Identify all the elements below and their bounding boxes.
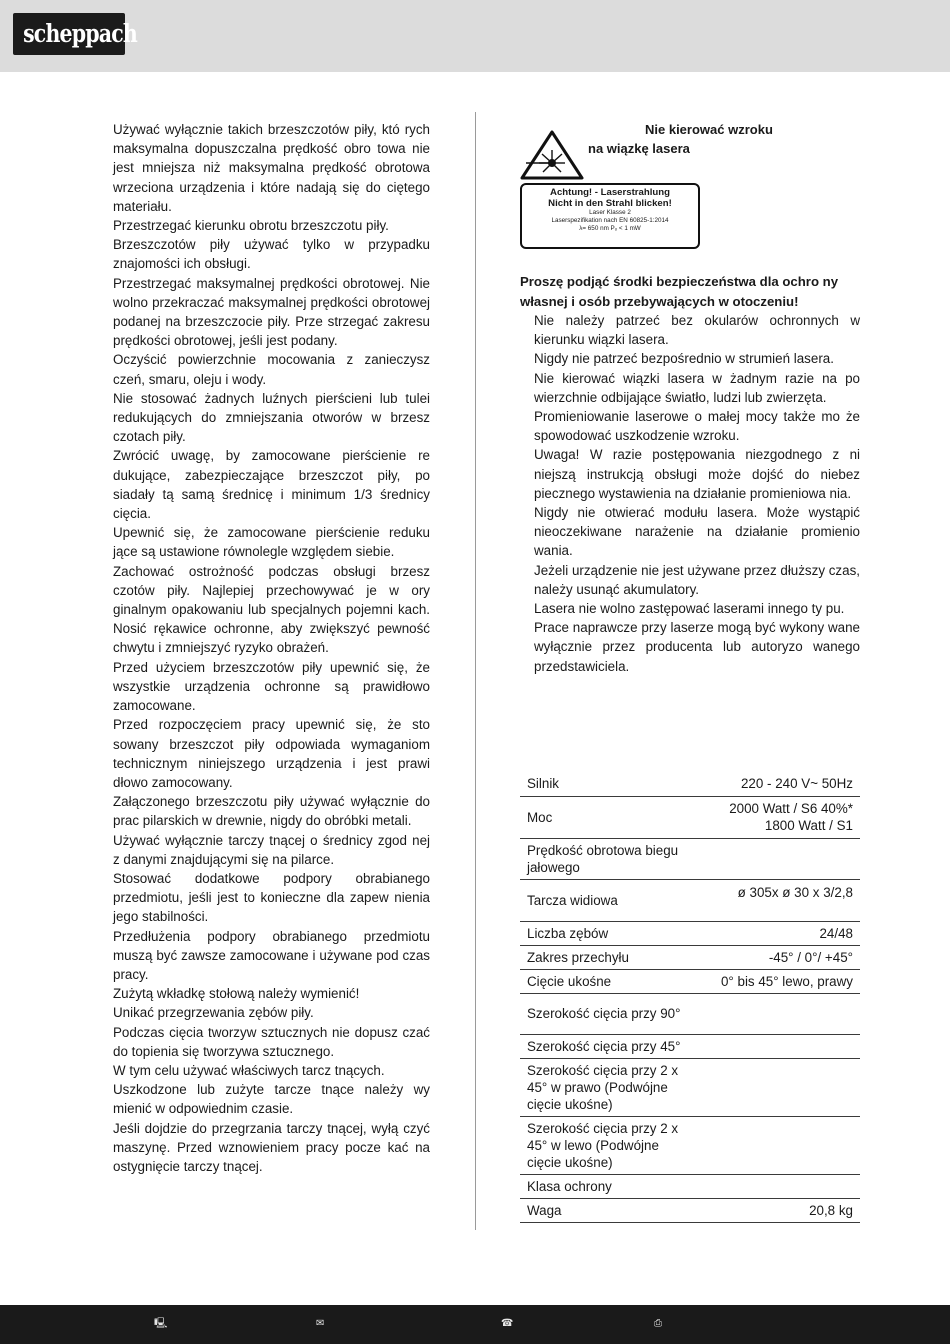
computer-icon: 🖳 bbox=[154, 1318, 168, 1329]
table-row bbox=[520, 1198, 860, 1222]
spec-value bbox=[694, 838, 860, 879]
table-row bbox=[520, 1174, 860, 1198]
table-row bbox=[520, 1034, 860, 1058]
mail-icon: ✉ bbox=[316, 1318, 325, 1329]
instruction-paragraph: Zachować ostrożność podczas obsługi brzesz czotów piły. Najlepiej przechowywać je w ory ginalnym opakowaniu lub specjalnych pojemni kach. Nosić rękawice ochronne, aby zwiększyć pewność chwytu i zmniejszyć ryzyko obrażeń. bbox=[113, 563, 430, 656]
spec-label: Szerokość cięcia przy 2 x 45° w prawo (Podwójne cięcie ukośne) bbox=[520, 1058, 694, 1116]
spec-label: Prędkość obrotowa biegu jałowego bbox=[520, 838, 694, 879]
instruction-paragraph: Przed rozpoczęciem pracy upewnić się, że sto sowany brzeszczot piły odpowiada wymaganiom technicznym niniejszego urządzenia i jest prawi dłowo zamocowany. bbox=[113, 717, 430, 790]
spec-label: Zakres przechyłu bbox=[520, 945, 694, 969]
laser-warning-title: Nie kierować wzroku na wiązkę lasera bbox=[588, 122, 773, 156]
table-row bbox=[520, 838, 860, 879]
spec-label: Tarcza widiowa bbox=[520, 879, 694, 921]
instruction-paragraph: Używać wyłącznie tarczy tnącej o średnicy zgod nej z danymi znajdującymi się na pilarce. bbox=[113, 832, 430, 867]
table-row bbox=[520, 969, 860, 993]
instruction-paragraph: Przedłużenia podpory obrabianego przedmiotu muszą być zawsze zamocowane i używane pod czas pracy. bbox=[113, 928, 430, 982]
spec-label: Szerokość cięcia przy 90° bbox=[520, 993, 694, 1034]
instruction-paragraph: Przed użyciem brzeszczotów piły upewnić się, że wszystkie urządzenia ochronne są prawidłowo zamocowane. bbox=[113, 659, 430, 714]
instruction-paragraph: Brzeszczotów piły używać tylko w przypadku znajomości ich obsługi. bbox=[113, 237, 430, 272]
spec-value: ø 305x ø 30 x 3/2,8 bbox=[694, 879, 860, 921]
instruction-paragraph: Przestrzegać kierunku obrotu brzeszczotu piły. bbox=[113, 218, 389, 234]
spec-value bbox=[694, 1116, 860, 1174]
safety-item: Nie kierować wiązki lasera w żadnym razie na po wierzchnie odbijające światło, ludzi lub zwierzęta. bbox=[534, 370, 860, 405]
safety-item: Uwaga! W razie postępowania niezgodnego z ni niejszą instrukcją obsługi może dojść do niebez piecznego wystawienia na działanie promieniowa nia. bbox=[534, 447, 860, 501]
safety-item: Nie należy patrzeć bez okularów ochronnych w kierunku wiązki lasera. bbox=[534, 313, 860, 348]
spec-label: Cięcie ukośne bbox=[520, 969, 694, 993]
instruction-paragraph: Nie stosować żadnych luźnych pierścieni lub tulei redukujących do zmniejszania otworów w brzesz czotach piły. bbox=[113, 390, 430, 445]
laser-class-label: Achtung! - Laserstrahlung Nicht in den Strahl blicken! Laser Klasse 2 Laserspezifikation nach EN 60825-1:2014 λ= 650 nm Pₒ < 1 mW bbox=[520, 183, 700, 249]
table-row bbox=[520, 879, 860, 921]
spec-value: 24/48 bbox=[694, 921, 860, 945]
spec-value: 220 - 240 V~ 50Hz bbox=[694, 772, 860, 796]
safety-item: Lasera nie wolno zastępować laserami innego ty pu. bbox=[534, 601, 845, 617]
instruction-paragraph: Unikać przegrzewania zębów piły. bbox=[113, 1005, 314, 1021]
scheppach-logo: scheppach bbox=[13, 13, 125, 55]
phone-icon: ☎ bbox=[501, 1318, 514, 1329]
spec-label: Szerokość cięcia przy 45° bbox=[520, 1034, 694, 1058]
spec-label: Silnik bbox=[520, 772, 694, 796]
laser-safety-list bbox=[534, 311, 860, 676]
spec-label: Szerokość cięcia przy 2 x 45° w lewo (Podwójne cięcie ukośne) bbox=[520, 1116, 694, 1174]
spec-label: Klasa ochrony bbox=[520, 1174, 694, 1198]
laser-warning-icon bbox=[520, 130, 584, 180]
spec-label: Waga bbox=[520, 1198, 694, 1222]
instruction-paragraph: Zwrócić uwagę, by zamocowane pierścienie re dukujące, zabezpieczające brzeszczot piły, po siadały tą samą średnicę i minimum 1/3 średnicy cięcia. bbox=[113, 448, 430, 522]
table-row bbox=[520, 945, 860, 969]
safety-item: Promieniowanie laserowe o małej mocy także mo że spowodować uszkodzenie wzroku. bbox=[534, 409, 860, 444]
fax-icon: ⎙ bbox=[654, 1318, 662, 1329]
table-row bbox=[520, 921, 860, 945]
instruction-paragraph: Jeśli dojdzie do przegrzania tarczy tnącej, wyłą czyć maszynę. Przed wznowieniem pracy pocze kać na ostygnięcie tarczy tnącej. bbox=[113, 1120, 430, 1174]
technical-data-table bbox=[520, 772, 860, 1223]
safety-item: Nigdy nie otwierać modułu lasera. Może wystąpić nieoczekiwane narażenie na działanie promienio wania. bbox=[534, 505, 860, 559]
instruction-paragraph: Uszkodzone lub zużyte tarcze tnące należy wy mienić w odpowiednim czasie. bbox=[113, 1082, 430, 1117]
saw-blade-instructions bbox=[113, 120, 430, 1176]
spec-value bbox=[694, 1058, 860, 1116]
safety-item: Nigdy nie patrzeć bezpośrednio w strumień lasera. bbox=[534, 351, 834, 367]
spec-value: 2000 Watt / S6 40%* 1800 Watt / S1 bbox=[694, 796, 860, 838]
safety-heading: Proszę podjąć środki bezpieczeństwa dla ochro ny własnej i osób przebywających w otoczeniu! bbox=[520, 274, 839, 309]
instruction-paragraph: Upewnić się, że zamocowane pierścienie reduku jące są ustawione równolegle względem siebie. bbox=[113, 525, 430, 560]
table-row bbox=[520, 772, 860, 796]
page-footer bbox=[0, 1305, 950, 1344]
spec-value: -45° / 0°/ +45° bbox=[694, 945, 860, 969]
table-row bbox=[520, 1116, 860, 1174]
table-row bbox=[520, 993, 860, 1034]
spec-value bbox=[694, 1174, 860, 1198]
instruction-paragraph: Podczas cięcia tworzyw sztucznych nie dopusz czać do topienia się tworzywa sztucznego. bbox=[113, 1024, 430, 1059]
spec-value: 0° bis 45° lewo, prawy bbox=[694, 969, 860, 993]
table-row bbox=[520, 796, 860, 838]
instruction-paragraph: Przestrzegać maksymalnej prędkości obrotowej. Nie wolno przekraczać maksymalnej prędkości obrotowej podanej na brzeszczocie piły. Prze strzegać zakresu prędkości obrotowej, jeśli jest podany. bbox=[113, 275, 430, 349]
instruction-paragraph: Zużytą wkładkę stołową należy wymienić! bbox=[113, 986, 360, 1002]
safety-item: Prace naprawcze przy laserze mogą być wykony wane wyłącznie przez producenta lub autoryzo wanego przedstawiciela. bbox=[534, 620, 860, 674]
spec-value bbox=[694, 993, 860, 1034]
spec-label: Moc bbox=[520, 796, 694, 838]
safety-item: Jeżeli urządzenie nie jest używane przez dłuższy czas, należy usunąć akumulatory. bbox=[534, 562, 860, 597]
instruction-paragraph: W tym celu używać właściwych tarcz tnących. bbox=[113, 1062, 385, 1078]
page-header bbox=[0, 0, 950, 72]
instruction-paragraph: Stosować dodatkowe podpory obrabianego przedmiotu, jeśli jest to konieczne dla zapew nienia jego stabilności. bbox=[113, 870, 430, 925]
instruction-paragraph: Używać wyłącznie takich brzeszczotów piły, któ rych maksymalna dopuszczalna prędkość obro towa nie jest mniejsza niż maksymalna prędkość obrotowa wrzeciona urządzenia i które nadają się do ciętego materiału. bbox=[113, 122, 430, 214]
instruction-paragraph: Załączonego brzeszczotu piły używać wyłącznie do prac pilarskich w drewnie, nigdy do obróbki metali. bbox=[113, 794, 430, 829]
table-row bbox=[520, 1058, 860, 1116]
spec-value: 20,8 kg bbox=[694, 1198, 860, 1222]
instruction-paragraph: Oczyścić powierzchnie mocowania z zanieczysz czeń, smaru, oleju i wody. bbox=[113, 352, 430, 387]
spec-value bbox=[694, 1034, 860, 1058]
column-divider bbox=[475, 112, 476, 1230]
spec-label: Liczba zębów bbox=[520, 921, 694, 945]
